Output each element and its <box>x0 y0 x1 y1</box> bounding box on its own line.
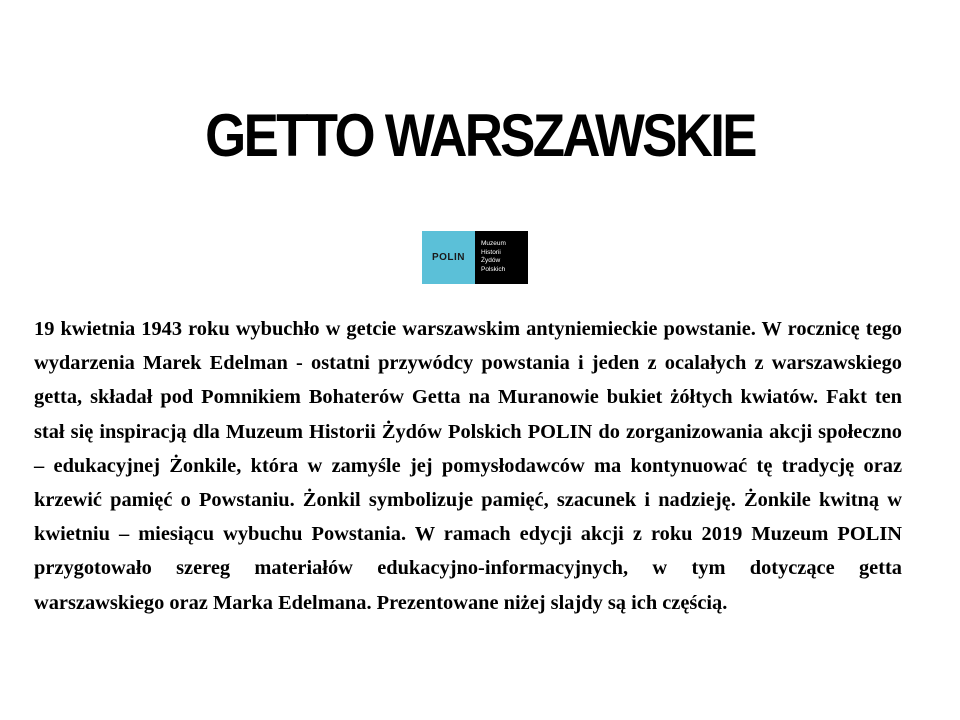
polin-logo <box>422 231 528 284</box>
logo-line-1: Muzeum <box>481 240 506 247</box>
logo-brand-text: POLIN <box>431 252 466 263</box>
body-paragraph: 19 kwietnia 1943 roku wybuchło w getcie warszawskim antyniemieckie powstanie. W rocznicę tego wydarzenia Marek Edelman - ostatni przywódcy powstania i jeden z ocalałych z warszawskiego getta, składał pod Pomnikiem Bohaterów Getta na Muranowie bukiet żółtych kwiatów. Fakt ten stał się inspiracją dla Muzeum Historii Żydów Polskich POLIN do zorganizowania akcji społeczno – edukacyjnej Żonkile, która w zamyśle jej pomysłodawców ma kontynuować tę tradycję oraz krzewić pamięć o Powstaniu. Żonkil symbolizuje pamięć, szacunek i nadzieję. Żonkile kwitną w kwietniu – miesiącu wybuchu Powstania. W ramach edycji akcji z roku 2019 Muzeum POLIN przygotowało szereg materiałów edukacyjno-informacyjnych, w tym dotyczące getta warszawskiego oraz Marka Edelmana. Prezentowane niżej slajdy są ich częścią. <box>34 318 902 614</box>
slide-title: GETTO WARSZAWSKIE <box>205 102 755 169</box>
logo-brand-panel <box>422 231 475 284</box>
logo-line-3: Żydów <box>481 257 501 264</box>
logo-line-2: Historii <box>481 248 501 256</box>
logo-line-4: Polskich <box>481 265 506 273</box>
logo-name-panel <box>475 231 528 284</box>
